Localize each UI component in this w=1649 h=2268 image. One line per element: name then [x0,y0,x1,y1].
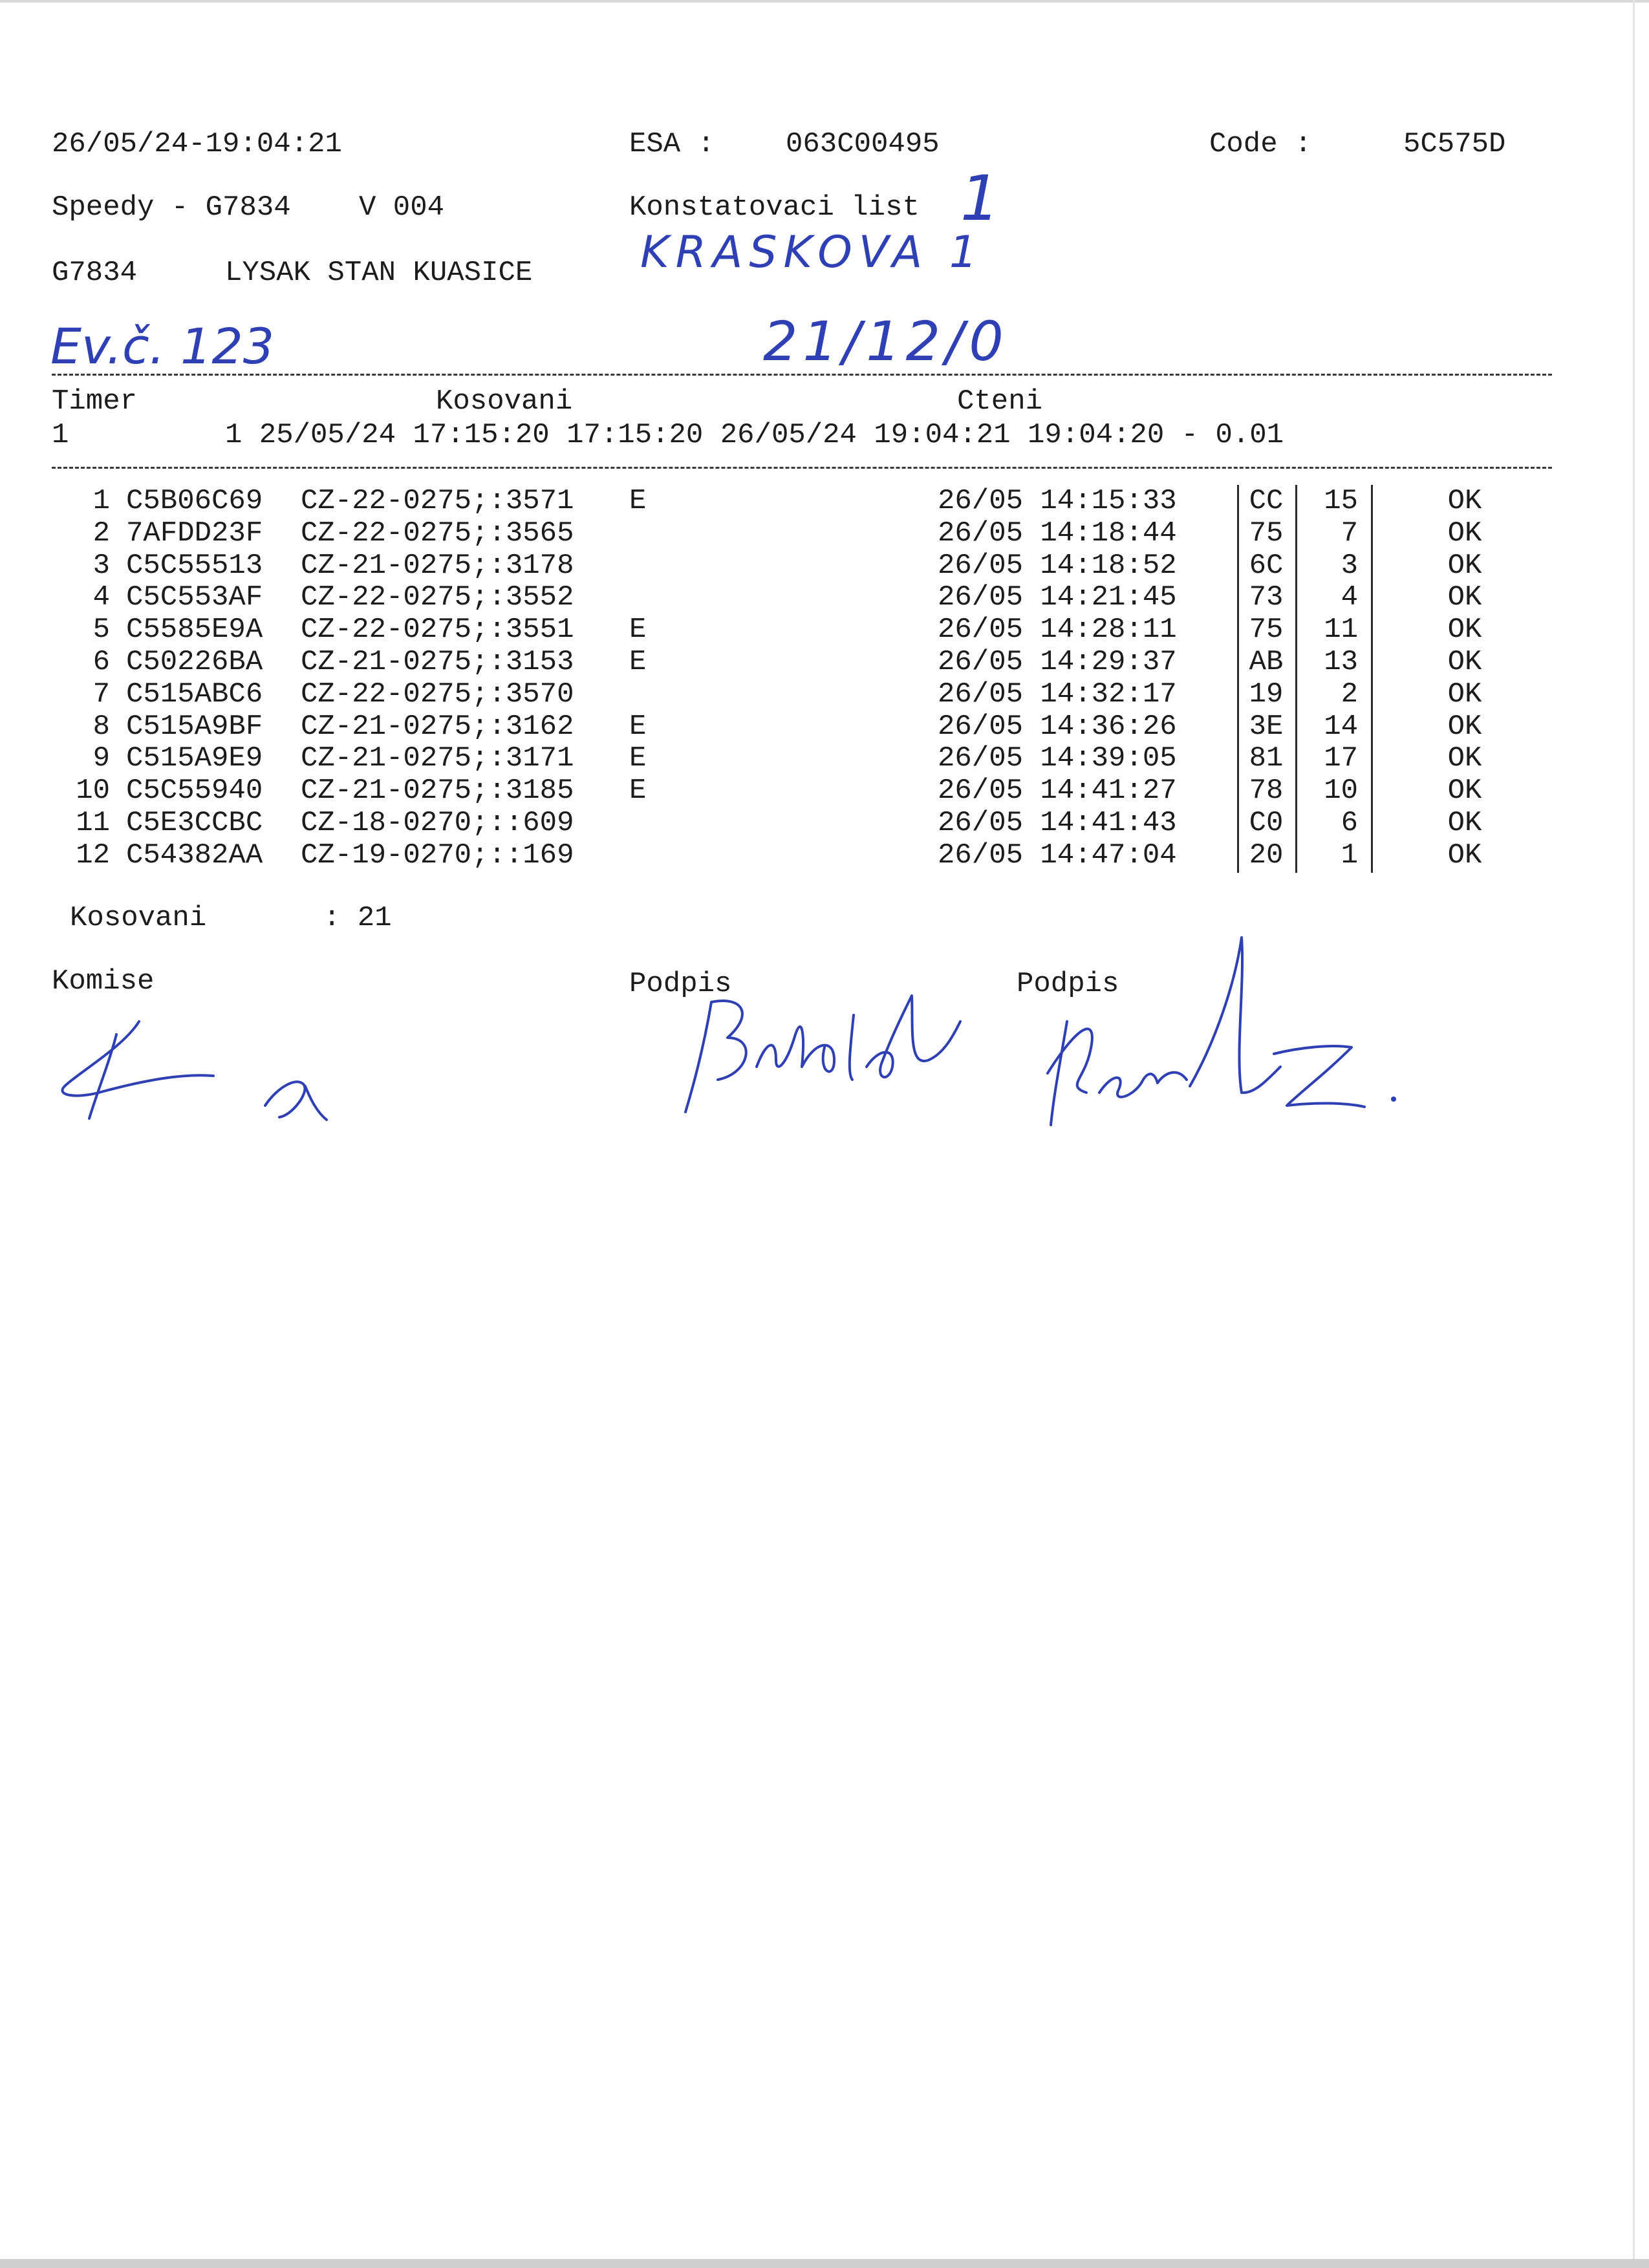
record-number: 7 [92,678,110,711]
chip-id: C5E3CCBC [126,807,263,839]
record-number: 4 [92,581,110,614]
podpis-signature-1 [673,976,1009,1125]
status: OK [1447,710,1482,743]
position: 4 [1341,581,1358,614]
komise-signature [52,1009,336,1138]
device-name: Speedy - G7834 [52,191,291,224]
record-number: 8 [92,710,110,743]
table-row [52,550,1552,582]
hex-code: CC [1249,485,1284,517]
device-version: V 004 [359,191,445,224]
position: 10 [1324,775,1358,808]
status: OK [1447,646,1482,678]
hex-code: 6C [1249,549,1284,582]
position: 6 [1341,807,1358,839]
arrival-time: 26/05 14:28:11 [938,614,1177,647]
chip-id: C5585E9A [126,614,263,647]
status: OK [1447,485,1482,517]
chip-id: C515ABC6 [126,678,263,711]
ring-number: CZ-22-0275;:3571 [301,485,574,517]
error-flag: E [629,646,647,678]
hex-code: 73 [1249,581,1284,614]
divider-bottom [52,467,1552,469]
club-id: G7834 [52,257,138,289]
status: OK [1447,517,1482,550]
page-bottom-edge [0,2259,1649,2268]
arrival-time: 26/05 14:15:33 [938,485,1177,517]
chip-id: C515A9BF [126,710,263,743]
status: OK [1447,614,1482,647]
podpis-label-2: Podpis [1017,968,1119,1000]
position: 14 [1324,710,1358,743]
club-name: LYSAK STAN KUASICE [225,257,533,289]
chip-id: C5B06C69 [126,485,263,517]
chip-id: 7AFDD23F [126,517,263,550]
status: OK [1447,549,1482,582]
record-number: 6 [92,646,110,678]
status: OK [1447,775,1482,808]
timer-value: 1 [52,419,69,451]
ring-number: CZ-21-0275;:3171 [301,742,574,775]
chip-id: C5C55940 [126,775,263,808]
error-flag: E [629,775,647,808]
arrival-time: 26/05 14:41:27 [938,775,1177,808]
handwritten-date: 21/12/0 [763,310,1009,373]
record-number: 3 [92,549,110,582]
arrival-time: 26/05 14:29:37 [938,646,1177,678]
timer-label: Timer [52,385,138,418]
hex-code: 19 [1249,678,1284,711]
record-number: 9 [92,742,110,775]
page-top-edge [0,0,1649,3]
handwritten-list-number: 1 [960,162,1000,235]
hex-code: C0 [1249,807,1284,839]
record-number: 5 [92,614,110,647]
table-row [52,678,1552,711]
table-row [52,742,1552,775]
podpis-signature-2 [1028,925,1416,1138]
ring-number: CZ-22-0275;:3565 [301,517,574,550]
hex-code: 3E [1249,710,1284,743]
status: OK [1447,581,1482,614]
ring-number: CZ-22-0275;:3551 [301,614,574,647]
status: OK [1447,742,1482,775]
chip-id: C50226BA [126,646,263,678]
arrival-time: 26/05 14:47:04 [938,839,1177,872]
record-number: 12 [76,839,110,872]
hex-code: AB [1249,646,1284,678]
ring-number: CZ-22-0275;:3552 [301,581,574,614]
chip-id: C515A9E9 [126,742,263,775]
record-number: 10 [76,775,110,808]
position: 2 [1341,678,1358,711]
hex-code: 75 [1249,614,1284,647]
table-row [52,839,1552,872]
hex-code: 20 [1249,839,1284,872]
ring-number: CZ-21-0275;:3162 [301,710,574,743]
status: OK [1447,678,1482,711]
table-row [52,517,1552,550]
table-row [52,646,1552,678]
status: OK [1447,807,1482,839]
table-row [52,581,1552,614]
status: OK [1447,839,1482,872]
table-row [52,807,1552,839]
error-flag: E [629,485,647,517]
ring-number: CZ-21-0275;:3153 [301,646,574,678]
arrival-time: 26/05 14:41:43 [938,807,1177,839]
ring-number: CZ-21-0275;:3178 [301,549,574,582]
position: 11 [1324,614,1358,647]
error-flag: E [629,614,647,647]
chip-id: C5C55513 [126,549,263,582]
hex-code: 78 [1249,775,1284,808]
document-title: Konstatovaci list [629,191,920,224]
position: 1 [1341,839,1358,872]
esa-label: ESA : [629,128,715,160]
table-row [52,775,1552,807]
arrival-time: 26/05 14:36:26 [938,710,1177,743]
podpis-label-1: Podpis [629,968,732,1000]
position: 13 [1324,646,1358,678]
handwritten-evidence-number: Ev.č. 123 [50,317,275,375]
arrival-time: 26/05 14:18:52 [938,549,1177,582]
arrival-time: 26/05 14:21:45 [938,581,1177,614]
column-rule [1295,485,1297,873]
record-number: 1 [92,485,110,517]
timer-line: 1 25/05/24 17:15:20 17:15:20 26/05/24 19:04:21 19:04:20 - 0.01 [225,419,1284,451]
hex-code: 75 [1249,517,1284,550]
komise-label: Komise [52,965,155,998]
table-row [52,614,1552,646]
record-number: 11 [76,807,110,839]
ring-number: CZ-19-0270;::169 [301,839,574,872]
error-flag: E [629,742,647,775]
table-row [52,711,1552,743]
arrival-time: 26/05 14:32:17 [938,678,1177,711]
ring-number: CZ-22-0275;:3570 [301,678,574,711]
summary-kosovani-label: Kosovani [70,902,207,934]
page-right-edge [1633,0,1635,2268]
handwritten-name: KRASKOVA 1 [640,227,984,278]
record-number: 2 [92,517,110,550]
summary-kosovani-value: : 21 [323,902,392,934]
position: 17 [1324,742,1358,775]
position: 15 [1324,485,1358,517]
arrival-time: 26/05 14:18:44 [938,517,1177,550]
ring-number: CZ-21-0275;:3185 [301,775,574,808]
kosovani-header-label: Kosovani [436,385,573,418]
column-rule [1371,485,1373,873]
esa-value: 063C00495 [786,128,940,160]
code-value: 5C575D [1403,128,1506,160]
table-row [52,485,1552,517]
chip-id: C5C553AF [126,581,263,614]
position: 7 [1341,517,1358,550]
error-flag: E [629,710,647,743]
print-datetime: 26/05/24-19:04:21 [52,128,342,160]
position: 3 [1341,549,1358,582]
divider-top [52,374,1552,376]
column-rule [1237,485,1239,873]
arrival-time: 26/05 14:39:05 [938,742,1177,775]
hex-code: 81 [1249,742,1284,775]
ring-number: CZ-18-0270;::609 [301,807,574,839]
cteni-label: Cteni [957,385,1043,418]
chip-id: C54382AA [126,839,263,872]
code-label: Code : [1209,128,1312,160]
